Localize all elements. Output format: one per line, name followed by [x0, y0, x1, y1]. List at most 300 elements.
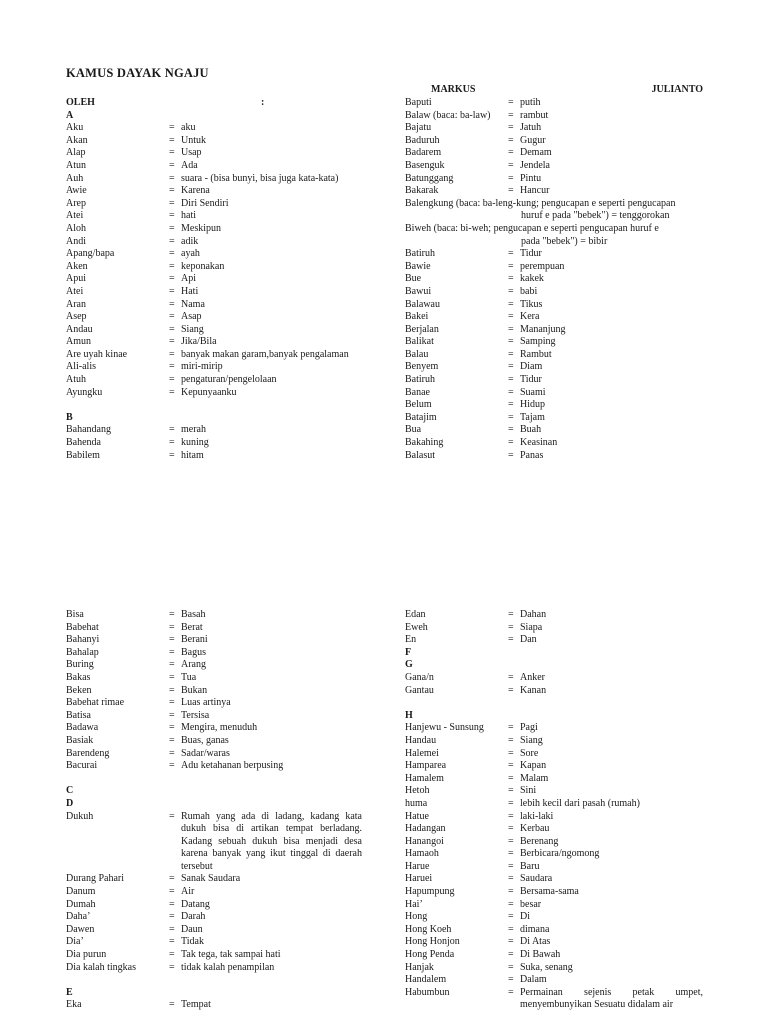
- entry-equals: =: [508, 260, 514, 272]
- entry-term: Hanjak: [405, 961, 434, 973]
- entry-term: Balau: [405, 348, 429, 360]
- byline-left: [66, 97, 362, 110]
- dictionary-entry: [66, 273, 362, 286]
- entry-equals: =: [508, 424, 514, 436]
- entry-definition: Berenang: [520, 835, 559, 847]
- entry-term: Akan: [66, 134, 88, 146]
- entry-term: Halemei: [405, 747, 439, 759]
- section-letter: H: [405, 709, 413, 721]
- entry-definition: Pintu: [520, 172, 542, 184]
- entry-equals: =: [508, 285, 514, 297]
- dictionary-entry: [405, 248, 703, 261]
- entry-definition: Datang: [181, 898, 210, 910]
- entry-equals: =: [508, 97, 514, 108]
- dictionary-entry: [66, 873, 362, 886]
- entry-equals: =: [508, 911, 514, 923]
- entry-definition: Malam: [520, 772, 549, 784]
- dictionary-entry: [405, 924, 703, 937]
- entry-term: Hong Penda: [405, 949, 455, 961]
- entry-definition: Permainan sejenis petak umpet, menyembunyikan Sesuatu didalam air: [520, 986, 703, 1011]
- entry-term: Hamalem: [405, 772, 444, 784]
- entry-term: En: [405, 634, 417, 646]
- dictionary-entry: [405, 634, 703, 647]
- entry-definition: Samping: [520, 336, 556, 348]
- entry-definition: banyak makan garam,banyak pengalaman: [181, 348, 349, 360]
- entry-equals: =: [508, 936, 514, 948]
- dictionary-entry: [66, 999, 362, 1012]
- entry-term: Arep: [66, 197, 86, 209]
- dictionary-entry: [66, 936, 362, 949]
- entry-equals: =: [508, 772, 514, 784]
- dictionary-entry: [66, 248, 362, 261]
- entry-definition: Untuk: [181, 134, 206, 146]
- entry-equals: =: [508, 835, 514, 847]
- dictionary-entry: [405, 135, 703, 148]
- dictionary-entry: [405, 160, 703, 173]
- entry-term: Hai’: [405, 898, 423, 910]
- entry-term: Batunggang: [405, 172, 454, 184]
- entry-term: Gana/n: [405, 671, 434, 683]
- entry-definition: Karena: [181, 185, 210, 197]
- entry-definition: Tersisa: [181, 709, 210, 721]
- entry-definition: Dalam: [520, 974, 547, 986]
- entry-definition: rambut: [520, 109, 549, 121]
- dictionary-entry: [405, 173, 703, 186]
- entry-term: Hong Honjon: [405, 936, 460, 948]
- dictionary-entry: [66, 374, 362, 387]
- entry-term: Atei: [66, 210, 84, 222]
- entry-equals: =: [169, 285, 175, 297]
- entry-equals: =: [169, 374, 175, 386]
- spacer: [66, 399, 362, 412]
- dictionary-entry: [405, 273, 703, 286]
- entry-definition: kakek: [520, 273, 544, 285]
- dictionary-entry: [66, 160, 362, 173]
- entry-term: Bahandang: [66, 424, 111, 436]
- dictionary-entry-long: [405, 223, 703, 248]
- entry-equals: =: [169, 298, 175, 310]
- entry-equals: =: [169, 999, 175, 1011]
- entry-definition: merah: [181, 424, 206, 436]
- entry-term: Ayungku: [66, 386, 103, 398]
- dictionary-entry: [405, 823, 703, 836]
- entry-term: huma: [405, 797, 428, 809]
- dictionary-entry: [66, 185, 362, 198]
- entry-text-continued: huruf e pada "bebek") = tenggorokan: [521, 210, 670, 222]
- entry-term: Atuh: [66, 374, 86, 386]
- entry-definition: Di Bawah: [520, 949, 561, 961]
- dictionary-entry: [405, 110, 703, 123]
- entry-term: Eka: [66, 999, 82, 1011]
- dictionary-entry: [66, 387, 362, 400]
- entry-equals: =: [508, 122, 514, 134]
- dictionary-entry: [405, 848, 703, 861]
- entry-equals: =: [169, 348, 175, 360]
- spacer: [66, 974, 362, 987]
- entry-term: Apang/bapa: [66, 248, 115, 260]
- entry-equals: =: [508, 860, 514, 872]
- entry-definition: Diri Sendiri: [181, 197, 229, 209]
- entry-term: Bahenda: [66, 437, 101, 449]
- entry-equals: =: [508, 722, 514, 734]
- entry-equals: =: [169, 949, 175, 961]
- section-letter: G: [405, 659, 413, 671]
- entry-term: Badarem: [405, 147, 442, 159]
- dictionary-entry: [66, 760, 362, 773]
- entry-equals: =: [508, 961, 514, 973]
- entry-equals: =: [508, 374, 514, 386]
- dictionary-entry: [66, 122, 362, 135]
- entry-equals: =: [169, 961, 175, 973]
- entry-term: Belum: [405, 399, 432, 411]
- entry-term: Auh: [66, 172, 84, 184]
- entry-term: Hetoh: [405, 785, 430, 797]
- entry-definition: adik: [181, 235, 199, 247]
- entry-definition: Kepunyaanku: [181, 386, 237, 398]
- dictionary-entry: [405, 412, 703, 425]
- entry-term: Dumah: [66, 898, 96, 910]
- entry-equals: =: [508, 273, 514, 285]
- dictionary-entry: [66, 261, 362, 274]
- entry-term: Batajim: [405, 411, 437, 423]
- left-column-top: [66, 97, 362, 462]
- entry-equals: =: [169, 722, 175, 734]
- dictionary-entry: [66, 299, 362, 312]
- entry-definition: Sore: [520, 747, 539, 759]
- entry-definition: Anker: [520, 671, 545, 683]
- entry-equals: =: [508, 873, 514, 885]
- entry-equals: =: [508, 634, 514, 646]
- entry-definition: Kera: [520, 311, 540, 323]
- entry-definition: Siapa: [520, 621, 543, 633]
- section-letter: F: [405, 646, 412, 658]
- entry-equals: =: [508, 172, 514, 184]
- dictionary-entry: [66, 962, 362, 975]
- entry-definition: Gugur: [520, 134, 546, 146]
- dictionary-entry: [405, 185, 703, 198]
- entry-definition: Mananjung: [520, 323, 566, 335]
- section-letter: C: [66, 785, 74, 797]
- entry-term: Haruei: [405, 873, 433, 885]
- entry-definition: Bukan: [181, 684, 208, 696]
- entry-definition: hitam: [181, 449, 204, 461]
- entry-definition: Saudara: [520, 873, 553, 885]
- entry-definition: Keasinan: [520, 437, 558, 449]
- document-title: KAMUS DAYAK NGAJU: [66, 66, 209, 80]
- dictionary-entry: [405, 722, 703, 735]
- entry-equals: =: [169, 760, 175, 772]
- dictionary-entry: [405, 773, 703, 786]
- byline-colon: :: [261, 97, 265, 108]
- entry-equals: =: [508, 411, 514, 423]
- entry-equals: =: [169, 621, 175, 633]
- entry-term: Hatue: [405, 810, 429, 822]
- entry-term: Harue: [405, 860, 430, 872]
- entry-definition: Bersama-sama: [520, 886, 579, 898]
- entry-equals: =: [169, 197, 175, 209]
- left-column-bottom: [66, 609, 362, 1012]
- dictionary-entry: [405, 122, 703, 135]
- entry-definition: Panas: [520, 449, 544, 461]
- dictionary-entry: [66, 949, 362, 962]
- dictionary-entry: [405, 748, 703, 761]
- entry-definition: Jatuh: [520, 122, 542, 134]
- entry-definition: keponakan: [181, 260, 225, 272]
- entry-definition: ayah: [181, 248, 200, 260]
- entry-term: Bajatu: [405, 122, 432, 134]
- entry-equals: =: [169, 734, 175, 746]
- entry-term: Baduruh: [405, 134, 440, 146]
- entry-definition: lebih kecil dari pasah (rumah): [520, 797, 640, 809]
- entry-term: Bakahing: [405, 437, 444, 449]
- entry-definition: Tak tega, tak sampai hati: [181, 949, 281, 961]
- entry-definition: Berbicara/ngomong: [520, 848, 600, 860]
- dictionary-entry: [66, 450, 362, 463]
- entry-equals: =: [169, 424, 175, 436]
- dictionary-entry: [405, 324, 703, 337]
- entry-term: Apui: [66, 273, 86, 285]
- entry-equals: =: [508, 898, 514, 910]
- entry-term: Hanjewu - Sunsung: [405, 722, 484, 734]
- entry-definition: Dahan: [520, 609, 547, 620]
- entry-definition: Baru: [520, 860, 540, 872]
- entry-term: Bawui: [405, 285, 432, 297]
- entry-equals: =: [508, 949, 514, 961]
- dictionary-entry: [405, 336, 703, 349]
- dictionary-entry: [405, 811, 703, 824]
- entry-equals: =: [169, 159, 175, 171]
- entry-equals: =: [508, 147, 514, 159]
- entry-term: Dia’: [66, 936, 84, 948]
- entry-equals: =: [508, 923, 514, 935]
- entry-equals: =: [508, 974, 514, 986]
- dictionary-entry: [66, 622, 362, 635]
- dictionary-entry: [405, 785, 703, 798]
- entry-definition: Asap: [181, 311, 202, 323]
- right-column-top: [405, 84, 703, 462]
- dictionary-entry: [66, 722, 362, 735]
- section-letter: E: [66, 986, 73, 998]
- entry-term: Dia kalah tingkas: [66, 961, 136, 973]
- entry-equals: =: [169, 437, 175, 449]
- entry-term: Bahalap: [66, 646, 99, 658]
- entry-equals: =: [169, 609, 175, 620]
- entry-equals: =: [169, 386, 175, 398]
- entry-definition: Hidup: [520, 399, 545, 411]
- section-letter: A: [66, 109, 74, 121]
- entry-term: Amun: [66, 336, 91, 348]
- entry-equals: =: [508, 185, 514, 197]
- entry-text: Biweh (baca: bi-weh; pengucapan e seperti pengucapan huruf e: [405, 222, 659, 234]
- entry-term: Bacurai: [66, 760, 98, 772]
- entry-term: Aloh: [66, 222, 86, 234]
- dictionary-entry: [66, 311, 362, 324]
- entry-term: Balaw (baca: ba-law): [405, 109, 491, 121]
- dictionary-entry: [66, 135, 362, 148]
- entry-term: Eweh: [405, 621, 428, 633]
- entry-definition: Usap: [181, 147, 202, 159]
- entry-equals: =: [169, 248, 175, 260]
- entry-equals: =: [508, 323, 514, 335]
- entry-definition: Sini: [520, 785, 537, 797]
- dictionary-entry: [405, 798, 703, 811]
- entry-term: Hadangan: [405, 823, 446, 835]
- byline-oleh: OLEH: [66, 97, 95, 108]
- entry-definition: Arang: [181, 659, 206, 671]
- entry-term: Beken: [66, 684, 92, 696]
- entry-equals: =: [508, 159, 514, 171]
- entry-definition: Tidur: [520, 248, 542, 260]
- entry-equals: =: [169, 273, 175, 285]
- entry-equals: =: [169, 185, 175, 197]
- entry-definition: Suami: [520, 386, 546, 398]
- entry-term: Bua: [405, 424, 422, 436]
- dictionary-entry: [405, 899, 703, 912]
- entry-definition: Daun: [181, 923, 203, 935]
- entry-definition: Pagi: [520, 722, 538, 734]
- dictionary-entry: [405, 147, 703, 160]
- entry-term: Buring: [66, 659, 94, 671]
- dictionary-entry-long: [405, 198, 703, 223]
- entry-term: Edan: [405, 609, 426, 620]
- dictionary-entry: [66, 437, 362, 450]
- dictionary-entry: [66, 697, 362, 710]
- dictionary-entry: [66, 210, 362, 223]
- entry-term: Bahanyi: [66, 634, 100, 646]
- entry-definition: Bagus: [181, 646, 206, 658]
- dictionary-entry: [405, 936, 703, 949]
- entry-definition: Berat: [181, 621, 203, 633]
- entry-definition: Jendela: [520, 159, 550, 171]
- entry-term: Andi: [66, 235, 86, 247]
- dictionary-entry: [405, 861, 703, 874]
- entry-equals: =: [508, 986, 514, 998]
- dictionary-entry: [405, 836, 703, 849]
- entry-equals: =: [169, 122, 175, 134]
- entry-equals: =: [508, 785, 514, 797]
- entry-term: Aran: [66, 298, 86, 310]
- dictionary-entry: [66, 361, 362, 374]
- entry-equals: =: [508, 298, 514, 310]
- entry-definition: Buah: [520, 424, 542, 436]
- entry-definition: aku: [181, 122, 196, 134]
- dictionary-entry: [66, 647, 362, 660]
- entry-definition: besar: [520, 898, 542, 910]
- entry-equals: =: [169, 134, 175, 146]
- entry-definition: pengaturan/pengelolaan: [181, 374, 277, 386]
- dictionary-entry: [405, 760, 703, 773]
- entry-equals: =: [508, 823, 514, 835]
- entry-term: Hanangoi: [405, 835, 444, 847]
- entry-definition: Tikus: [520, 298, 543, 310]
- entry-definition: Basah: [181, 609, 206, 620]
- byline-last-name: JULIANTO: [651, 84, 703, 96]
- entry-equals: =: [508, 609, 514, 620]
- entry-equals: =: [169, 634, 175, 646]
- byline-first-name: MARKUS: [431, 84, 476, 96]
- entry-term: Hapumpung: [405, 886, 455, 898]
- dictionary-entry: [66, 710, 362, 723]
- dictionary-entry: [405, 685, 703, 698]
- entry-equals: =: [169, 260, 175, 272]
- entry-term: Andau: [66, 323, 93, 335]
- entry-equals: =: [169, 222, 175, 234]
- entry-definition: Rumah yang ada di ladang, kadang kata dukuh bisa di artikan tempat berladang. Kadang sebuah dukuh bisa menjadi desa karena banyak yang ikut tinggal di daerah tersebut: [181, 810, 362, 872]
- entry-term: Benyem: [405, 361, 439, 373]
- entry-equals: =: [508, 336, 514, 348]
- entry-definition: Di: [520, 911, 530, 923]
- entry-definition: Jika/Bila: [181, 336, 217, 348]
- dictionary-entry: [66, 911, 362, 924]
- dictionary-entry: [66, 924, 362, 937]
- entry-definition: Kanan: [520, 684, 547, 696]
- entry-equals: =: [169, 747, 175, 759]
- dictionary-entry: [405, 286, 703, 299]
- dictionary-entry: [405, 450, 703, 463]
- dictionary-entry: [66, 424, 362, 437]
- entry-definition: Siang: [520, 734, 543, 746]
- entry-definition: Luas artinya: [181, 697, 231, 709]
- entry-equals: =: [508, 671, 514, 683]
- dictionary-entry: [66, 811, 362, 874]
- entry-term: Basenguk: [405, 159, 445, 171]
- entries-list: [405, 609, 703, 1012]
- entry-equals: =: [169, 886, 175, 898]
- entry-equals: =: [169, 449, 175, 461]
- entry-definition: suara - (bisa bunyi, bisa juga kata-kata): [181, 172, 339, 184]
- entry-equals: =: [508, 361, 514, 373]
- entry-definition: Buas, ganas: [181, 734, 229, 746]
- dictionary-entry: [405, 886, 703, 899]
- entry-term: Banae: [405, 386, 430, 398]
- entry-definition: Tidur: [520, 374, 542, 386]
- right-column-bottom: [405, 609, 703, 1012]
- entry-definition: Di Atas: [520, 936, 551, 948]
- spacer: [66, 773, 362, 786]
- entry-equals: =: [169, 923, 175, 935]
- entry-term: Basiak: [66, 734, 94, 746]
- byline-right: [405, 84, 703, 97]
- entry-equals: =: [169, 172, 175, 184]
- entry-term: Dia purun: [66, 949, 107, 961]
- entry-definition: Kapan: [520, 760, 547, 772]
- entry-term: Awie: [66, 185, 87, 197]
- entry-term: Ali-alis: [66, 361, 96, 373]
- entry-term: Babehat rimae: [66, 697, 125, 709]
- entry-definition: Hancur: [520, 185, 550, 197]
- entry-equals: =: [508, 734, 514, 746]
- entry-equals: =: [508, 449, 514, 461]
- entry-term: Hamaoh: [405, 848, 439, 860]
- entry-definition: Air: [181, 886, 195, 898]
- dictionary-entry: [66, 286, 362, 299]
- entry-definition: dimana: [520, 923, 550, 935]
- entry-definition: Berani: [181, 634, 208, 646]
- entry-term: Alap: [66, 147, 86, 159]
- entry-equals: =: [508, 348, 514, 360]
- entry-term: Bakas: [66, 671, 91, 683]
- entry-definition: hati: [181, 210, 196, 222]
- entry-definition: Hati: [181, 285, 199, 297]
- entry-term: Bakei: [405, 311, 429, 323]
- dictionary-entry: [405, 349, 703, 362]
- entry-definition: Diam: [520, 361, 543, 373]
- entry-definition: tidak kalah penampilan: [181, 961, 275, 973]
- entry-text: Balengkung (baca: ba-leng-kung; pengucapan e seperti pengucapan: [405, 197, 676, 209]
- entry-term: Badawa: [66, 722, 99, 734]
- dictionary-entry: [405, 962, 703, 975]
- dictionary-entry: [405, 911, 703, 924]
